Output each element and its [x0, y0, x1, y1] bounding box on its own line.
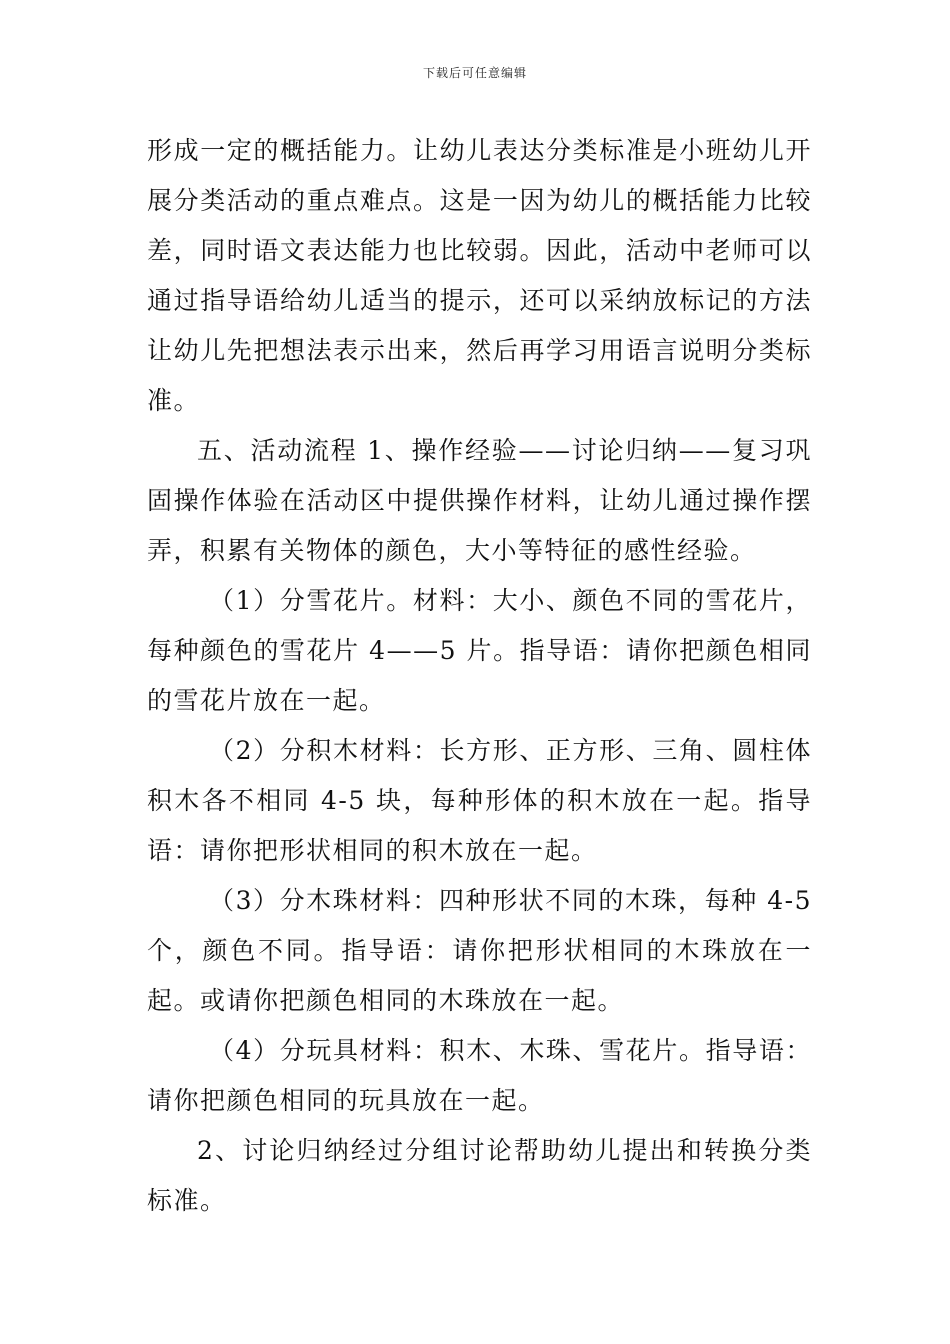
page-header-note: 下载后可任意编辑: [422, 66, 527, 80]
paragraph-item-2-blocks: （2）分积木材料：长方形、正方形、三角、圆柱体积木各不相同 4-5 块，每种形体的积木放在一起。指导语：请你把形状相同的积木放在一起。: [147, 736, 812, 865]
paragraph-item-3-beads: （3）分木珠材料：四种形状不同的木珠，每种 4-5 个，颜色不同。指导语：请你把形状相同的木珠放在一起。或请你把颜色相同的木珠放在一起。: [147, 886, 812, 1015]
paragraph-discussion-summary: 2、讨论归纳经过分组讨论帮助幼儿提出和转换分类标准。: [147, 1136, 812, 1215]
document-body: [147, 126, 812, 1226]
paragraph-continuation: 形成一定的概括能力。让幼儿表达分类标准是小班幼儿开展分类活动的重点难点。这是一因为幼儿的概括能力比较差，同时语文表达能力也比较弱。因此，活动中老师可以通过指导语给幼儿适当的提示，还可以采纳放标记的方法让幼儿先把想法表示出来，然后再学习用语言说明分类标准。: [147, 136, 812, 415]
paragraph-item-4-toys: （4）分玩具材料：积木、木珠、雪花片。指导语：请你把颜色相同的玩具放在一起。: [147, 1036, 812, 1115]
paragraph-item-1-snowflakes: （1）分雪花片。材料：大小、颜色不同的雪花片，每种颜色的雪花片 4——5 片。指导语：请你把颜色相同的雪花片放在一起。: [147, 586, 812, 715]
paragraph-activity-flow: 五、活动流程 1、操作经验——讨论归纳——复习巩固操作体验在活动区中提供操作材料，让幼儿通过操作摆弄，积累有关物体的颜色，大小等特征的感性经验。: [147, 436, 812, 565]
